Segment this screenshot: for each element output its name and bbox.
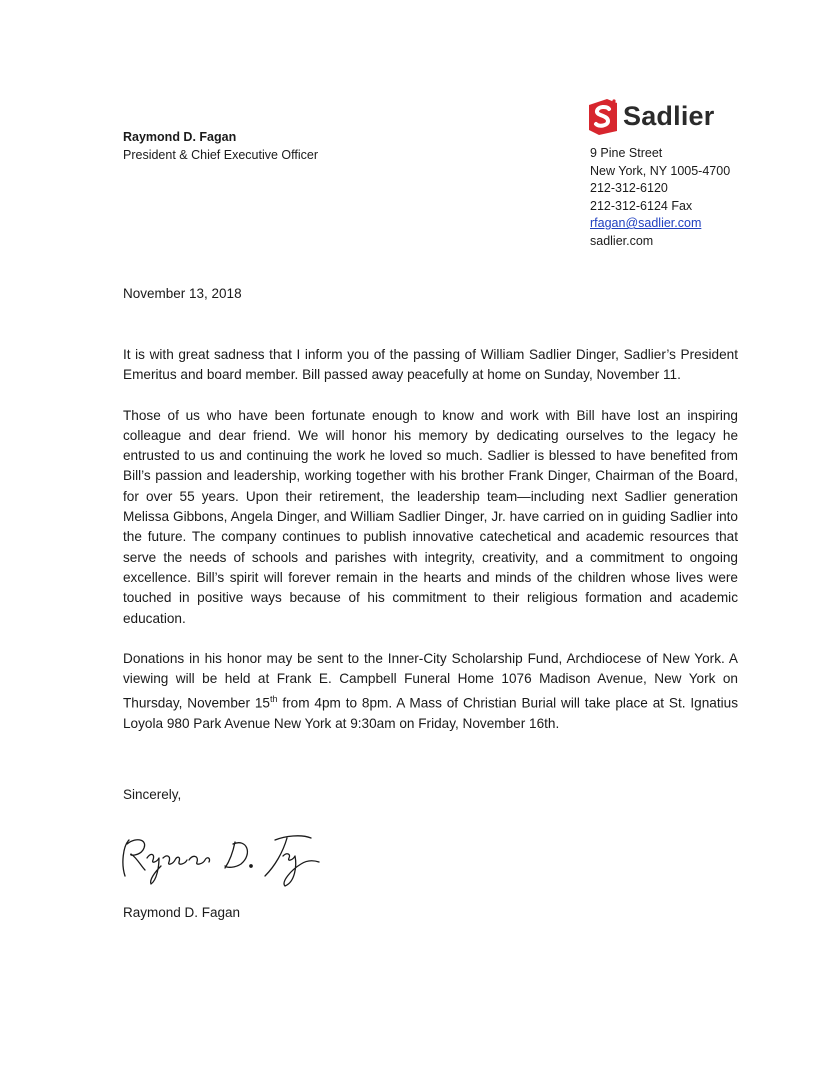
address-phone: 212-312-6120 [590, 181, 668, 195]
logo-wordmark: Sadlier [623, 100, 715, 131]
paragraph-text: Donations in his honor may be sent to the Inner-City Scholarship Fund, Archdiocese of New York. A viewing will be held at Frank E. Campbell Funeral Home 1076 Madison Avenue, New York on Thursday, November 15 [123, 650, 738, 711]
letter-body [123, 345, 738, 755]
printed-name: Raymond D. Fagan [123, 905, 241, 920]
sender-name: Raymond D. Fagan [123, 130, 237, 144]
letter-date: November 13, 2018 [123, 286, 242, 301]
paragraph-text: from 4pm to 8pm. A Mass of Christian Burial will take place at St. Ignatius Loyola 980 Park Avenue New York at 9:30am on Friday, November 16th. [123, 695, 738, 732]
address-city: New York, NY 1005-4700 [590, 163, 731, 178]
email-link[interactable]: rfagan@sadlier.com [590, 216, 702, 230]
superscript-th: th [269, 694, 278, 705]
address-block [590, 145, 730, 250]
address-street: 9 Pine Street [590, 146, 663, 160]
website: sadlier.com [590, 233, 654, 248]
handwritten-signature [115, 826, 335, 901]
closing: Sincerely, [123, 787, 182, 802]
address-fax: 212-312-6124 Fax [590, 198, 693, 213]
sadlier-s-logo-icon [587, 97, 619, 135]
paragraph: It is with great sadness that I inform you of the passing of William Sadlier Dinger, Sadlier’s President Emeritus and board member. Bill passed away peacefully at home on Sunday, November 11. [123, 347, 738, 383]
sadlier-logo [587, 97, 714, 135]
sender-title: President & Chief Executive Officer [123, 148, 318, 162]
sender-block [123, 128, 318, 164]
paragraph [123, 649, 738, 735]
paragraph: Those of us who have been fortunate enough to know and work with Bill have lost an inspiring colleague and dear friend. We will honor his memory by dedicating ourselves to the legacy he entrusted to us and continuing the work he loved so much. Sadlier is blessed to have benefited from Bill’s passion and leadership, working together with his brother Frank Dinger, Chairman of the Board, for over 55 years. Upon their retirement, the leadership team—including next Sadlier generation Melissa Gibbons, Angela Dinger, and William Sadlier Dinger, Jr. have carried on in guiding Sadlier into the future. The company continues to publish innovative catechetical and academic resources that serve the needs of schools and parishes with integrity, creativity, and a commitment to ongoing excellence. Bill’s spirit will forever remain in the hearts and minds of the children whose lives were touched in positive ways because of his commitment to their religious formation and academic education. [123, 407, 738, 626]
